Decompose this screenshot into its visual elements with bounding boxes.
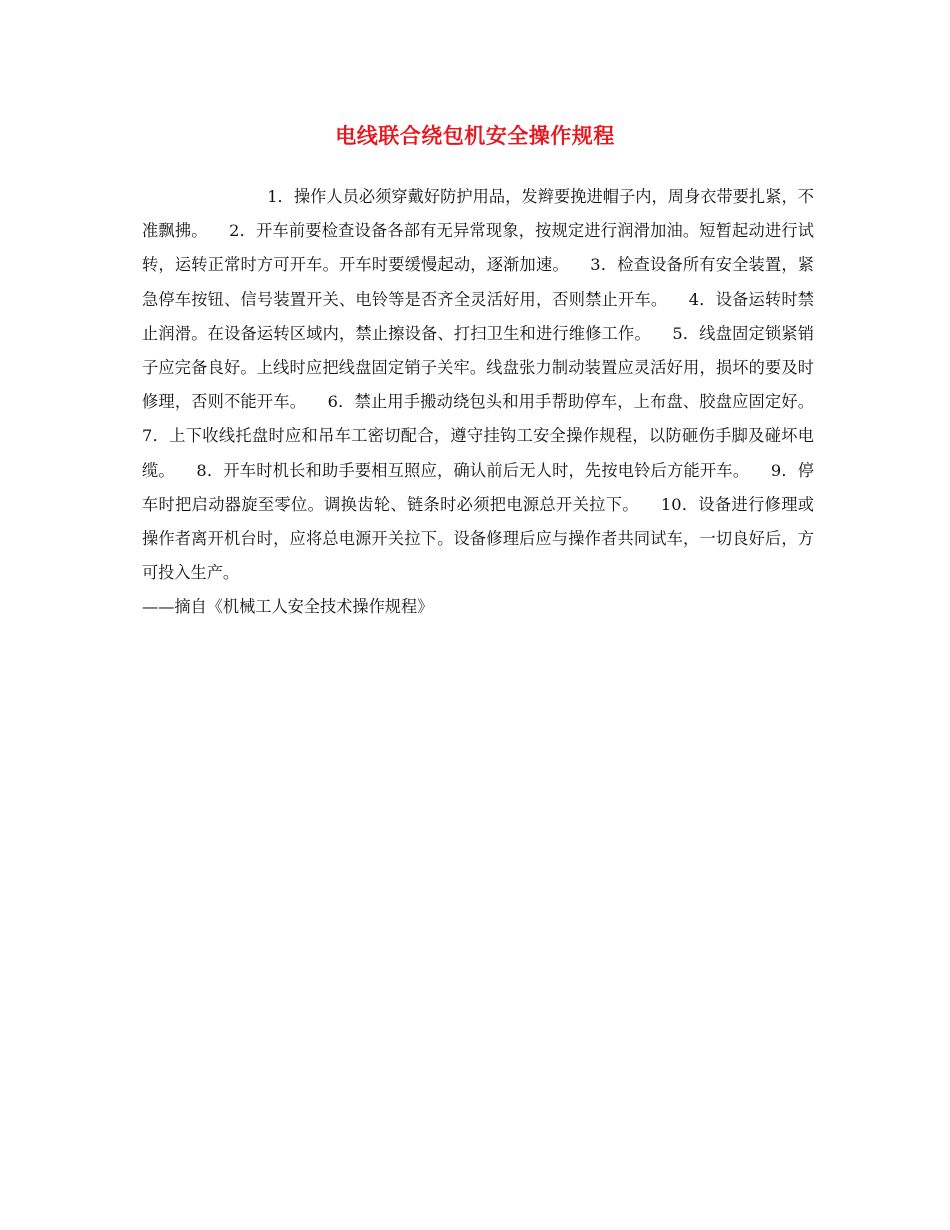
document-title: 电线联合绕包机安全操作规程	[335, 123, 615, 148]
document-body	[142, 180, 835, 625]
source-citation: ——摘自《机械工人安全技术操作规程》	[142, 597, 434, 617]
body-paragraph: 1．操作人员必须穿戴好防护用品，发辫要挽进帽子内，周身衣带要扎紧，不准飘拂。 2．开车前要检查设备各部有无异常现象，按规定进行润滑加油。短暂起动进行试转，运转正常时方可开车。开车时要缓慢起动，逐渐加速。 3．检查设备所有安全装置，紧急停车按钮、信号装置开关、电铃等是否齐全灵活好用，否则禁止开车。 4．设备运转时禁止润滑。在设备运转区域内，禁止擦设备、打扫卫生和进行维修工作。 5．线盘固定锁紧销子应完备良好。上线时应把线盘固定销子关牢。线盘张力制动装置应灵活好用，损坏的要及时修理，否则不能开车。 6．禁止用手搬动绕包头和用手帮助停车，上布盘、胶盘应固定好。 7．上下收线托盘时应和吊车工密切配合，遵守挂钩工安全操作规程，以防砸伤手脚及碰坏电缆。 8．开车时机长和助手要相互照应，确认前后无人时，先按电铃后方能开车。 9．停车时把启动器旋至零位。调换齿轮、链条时必须把电源总开关拉下。 10．设备进行修理或操作者离开机台时，应将总电源开关拉下。设备修理后应与操作者共同试车，一切良好后，方可投入生产。	[142, 187, 835, 583]
